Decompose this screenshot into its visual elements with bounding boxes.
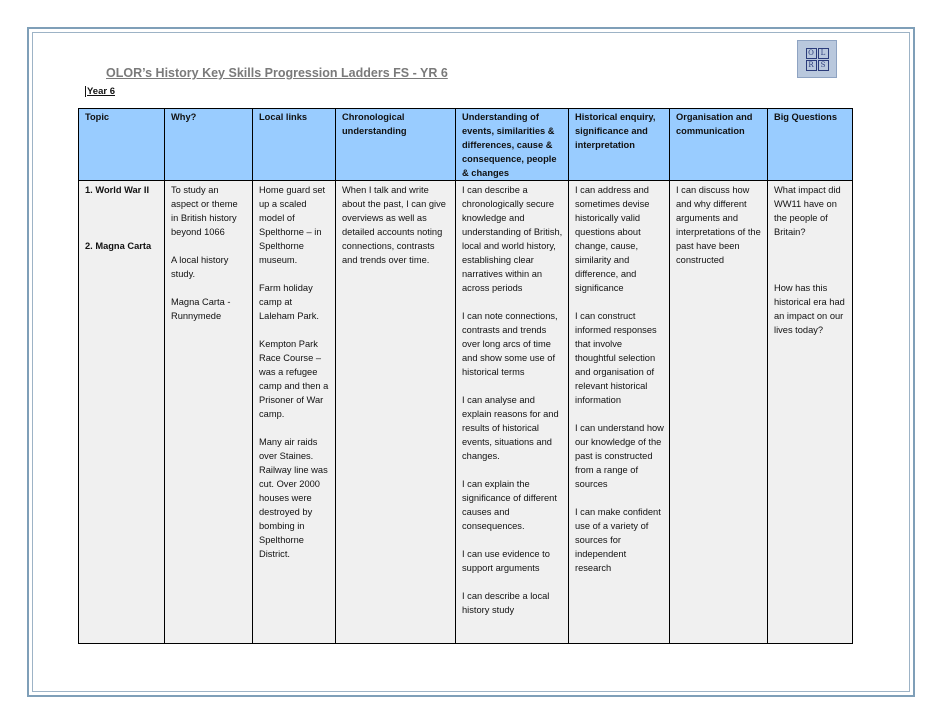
understanding-text: I can describe a chronologically secure knowledge and understanding of British, local and world history, establishing clear narratives within an across periods (462, 185, 563, 293)
logo-letter: O (806, 48, 817, 59)
chronological-text: When I talk and write about the past, I can give overviews as well as detailed accounts noting connections, contrasts and trends over time. (342, 185, 446, 265)
local-link-text: Home guard set up a scaled model of Spelthorne – in Spelthorne museum. (259, 185, 326, 265)
header-local-links: Local links (253, 109, 336, 181)
understanding-cell (456, 181, 569, 644)
table-header-row (79, 109, 853, 181)
why-text: To study an aspect or theme in British history beyond 1066 (171, 185, 238, 237)
local-link-text: Many air raids over Staines. Railway line was cut. Over 2000 houses were destroyed by bombing in Spelthorne District. (259, 437, 328, 559)
enquiry-text: I can construct informed responses that involve thoughtful selection and organisation of relevant historical information (575, 311, 657, 405)
header-understanding: Understanding of events, similarities & differences, cause & consequence, people & changes (456, 109, 569, 181)
table-row (79, 181, 853, 644)
why-text: A local history study. (171, 255, 229, 279)
enquiry-cell (569, 181, 670, 644)
header-topic: Topic (79, 109, 165, 181)
big-question-text: How has this historical era had an impact on our lives today? (774, 283, 845, 335)
header-enquiry: Historical enquiry, significance and interpretation (569, 109, 670, 181)
topic-cell (79, 181, 165, 644)
local-link-text: Farm holiday camp at Laleham Park. (259, 283, 319, 321)
topic-item: 2. Magna Carta (85, 241, 152, 251)
understanding-text: I can note connections, contrasts and trends over long arcs of time and show some use of historical terms (462, 311, 558, 377)
school-logo (797, 40, 837, 78)
enquiry-text: I can understand how our knowledge of the past is constructed from a range of sources (575, 423, 664, 489)
topic-item: 1. World War II (85, 185, 150, 195)
header-big-questions: Big Questions (768, 109, 853, 181)
understanding-text: I can use evidence to support arguments (462, 549, 550, 573)
big-questions-cell (768, 181, 853, 644)
enquiry-text: I can address and sometimes devise historically valid questions about change, cause, similarity and difference, and significance (575, 185, 650, 293)
document-title: OLOR’s History Key Skills Progression Ladders FS - YR 6 (106, 66, 448, 80)
year-label: Year 6 (87, 86, 115, 97)
organisation-text: I can discuss how and why different arguments and interpretations of the past have been constructed (676, 185, 761, 265)
why-cell (165, 181, 253, 644)
organisation-cell (670, 181, 768, 644)
logo-letter: S (818, 60, 829, 71)
big-question-text: What impact did WW11 have on the people of Britain? (774, 185, 841, 237)
understanding-text: I can describe a local history study (462, 591, 550, 615)
enquiry-text: I can make confident use of a variety of sources for independent research (575, 507, 661, 573)
logo-letter: R (806, 60, 817, 71)
why-text: Magna Carta - Runnymede (171, 297, 231, 321)
header-chronological: Chronological understanding (336, 109, 456, 181)
skills-table (78, 108, 853, 644)
local-links-cell (253, 181, 336, 644)
local-link-text: Kempton Park Race Course – was a refugee camp and then a Prisoner of War camp. (259, 339, 329, 419)
logo-letter: L (818, 48, 829, 59)
understanding-text: I can explain the significance of different causes and consequences. (462, 479, 557, 531)
header-why: Why? (165, 109, 253, 181)
chronological-cell (336, 181, 456, 644)
understanding-text: I can analyse and explain reasons for and results of historical events, situations and changes. (462, 395, 559, 461)
header-organisation: Organisation and communication (670, 109, 768, 181)
